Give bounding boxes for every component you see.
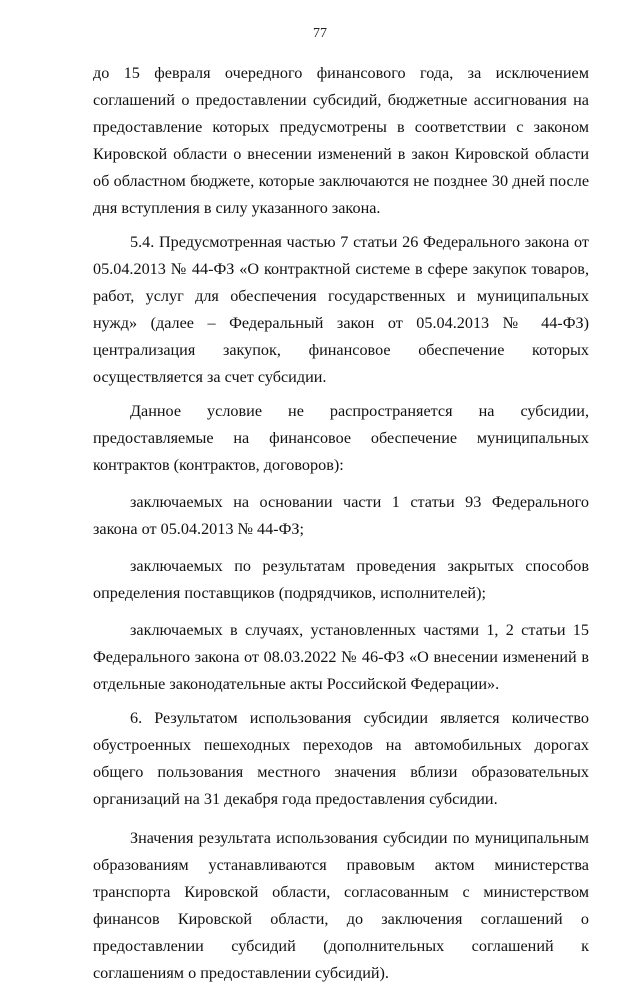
page-number: 77 bbox=[313, 26, 327, 41]
paragraph-condition-exception: Данное условие не распространяется на субсидии, предоставляемые на финансовое обеспечение муниципальных контрактов (контрактов, договоров): bbox=[93, 402, 589, 474]
paragraph-budget-allocations: до 15 февраля очередного финансового года, за исключением соглашений о предоставлении субсидий, бюджетные ассигнования на предоставление которых предусмотрены в соответствии с законом Кировской области о внесении изменений в закон Кировской области об областном бюджете, которые заключаются не позднее 30 дней после дня вступления в силу указанного закона. bbox=[93, 64, 589, 217]
paragraph-exception-article-93: заключаемых на основании части 1 статьи 93 Федерального закона от 05.04.2013 № 44-ФЗ; bbox=[93, 493, 589, 538]
paragraph-exception-closed-procurement: заключаемых по результатам проведения закрытых способов определения поставщиков (подрядчиков, исполнителей); bbox=[93, 557, 589, 602]
paragraph-5-4-centralization: 5.4. Предусмотренная частью 7 статьи 26 Федерального закона от 05.04.2013 № 44-ФЗ «О контрактной системе в сфере закупок товаров, работ, услуг для обеспечения государственных и муниципальных нужд» (далее – Федеральный закон от 05.04.2013 № 44-ФЗ) централизация закупок, финансовое обеспечение которых осуществляется за счет субсидии. bbox=[93, 233, 589, 386]
paragraph-exception-46-fz: заключаемых в случаях, установленных частями 1, 2 статьи 15 Федерального закона от 08.03.2022 № 46-ФЗ «О внесении изменений в отдельные законодательные акты Российской Федерации». bbox=[93, 621, 589, 693]
paragraph-6-subsidy-result: 6. Результатом использования субсидии является количество обустроенных пешеходных переходов на автомобильных дорогах общего пользования местного значения вблизи образовательных организаций на 31 декабря года предоставления субсидии. bbox=[93, 709, 589, 808]
paragraph-result-values: Значения результата использования субсидии по муниципальным образованиям устанавливаются правовым актом министерства транспорта Кировской области, согласованным с министерством финансов Кировской области, до заключения соглашений о предоставлении субсидий (дополнительных соглашений к соглашениям о предоставлении субсидий). bbox=[93, 829, 589, 982]
document-body bbox=[93, 60, 589, 987]
